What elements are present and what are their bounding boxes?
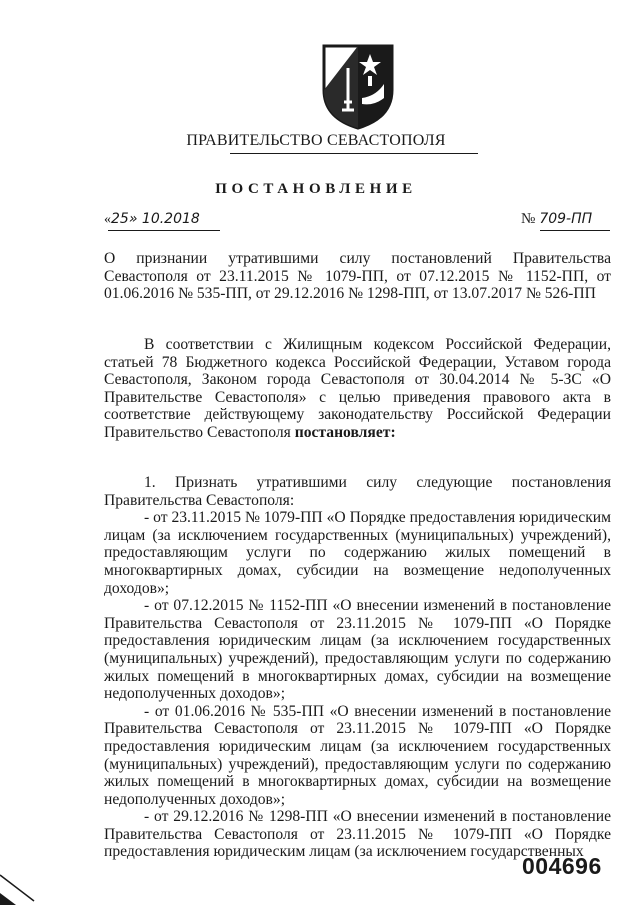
preamble-paragraph	[104, 336, 611, 442]
scan-corner-mark	[0, 873, 40, 905]
list-item: - от 07.12.2015 № 1152-ПП «О внесении изменений в постановление Правительства Севастополя от 23.11.2015 № 1079-ПП «О Порядке предоставления юридическим лицам (за исключением государственных (муниципальных) учреждений), предоставляющим услуги по содержанию жилых помещений в многоквартирных домах, субсидии на возмещение недополученных доходов»;	[104, 597, 611, 703]
list-item: - от 29.12.2016 № 1298-ПП «О внесении изменений в постановление Правительства Севастополя от 23.11.2015 № 1079-ПП «О Порядке предоставления юридическим лицам (за исключением государственных	[104, 808, 611, 861]
document-number	[521, 210, 621, 228]
date-open-quote: «	[104, 212, 111, 227]
document-date	[104, 210, 334, 228]
list-item-1: 1. Признать утратившими силу следующие постановления Правительства Севастополя:	[104, 474, 611, 509]
document-type: ПОСТАНОВЛЕНИЕ	[215, 181, 417, 197]
date-underline	[108, 230, 220, 231]
document-body	[104, 474, 611, 861]
number-underline	[540, 230, 610, 231]
number-sign: №	[521, 211, 536, 227]
number-handwritten: 709-ПП	[539, 211, 593, 227]
organization-name: ПРАВИТЕЛЬСТВО СЕВАСТОПОЛЯ	[186, 132, 446, 149]
serial-number: 004696	[522, 853, 602, 879]
preamble	[104, 336, 611, 442]
preamble-resolves: постановляет:	[294, 423, 396, 441]
list-item: - от 23.11.2015 № 1079-ПП «О Порядке предоставления юридическим лицам (за исключением государственных (муниципальных) учреждений), предоставляющим услуги по содержанию жилых помещений в многоквартирных домах, субсидии на возмещение недополученных доходов»;	[104, 509, 611, 597]
date-handwritten: 25» 10.2018	[111, 211, 200, 227]
sevastopol-coat-of-arms-icon	[318, 40, 398, 130]
document-title: О признании утратившими силу постановлений Правительства Севастополя от 23.11.2015 № 1079-ПП, от 07.12.2015 № 1152-ПП, от 01.06.2016 № 535-ПП, от 29.12.2016 № 1298-ПП, от 13.07.2017 № 526-ПП	[104, 250, 611, 303]
list-item: - от 01.06.2016 № 535-ПП «О внесении изменений в постановление Правительства Севастополя от 23.11.2015 № 1079-ПП «О Порядке предоставления юридическим лицам (за исключением государственных (муниципальных) учреждений), предоставляющим услуги по содержанию жилых помещений в многоквартирных домах, субсидии на возмещение недополученных доходов»;	[104, 702, 611, 808]
document-title-block	[104, 250, 611, 303]
organization-rule	[230, 153, 478, 154]
preamble-text: В соответствии с Жилищным кодексом Российской Федерации, статьей 78 Бюджетного кодекса Российской Федерации, Уставом города Севастополя, Законом города Севастополя от 30.04.2014 № 5-ЗС «О Правительстве Севастополя» с целью приведения правового акта в соответствие действующему законодательству Российской Федерации Правительство Севастополя	[104, 336, 611, 441]
